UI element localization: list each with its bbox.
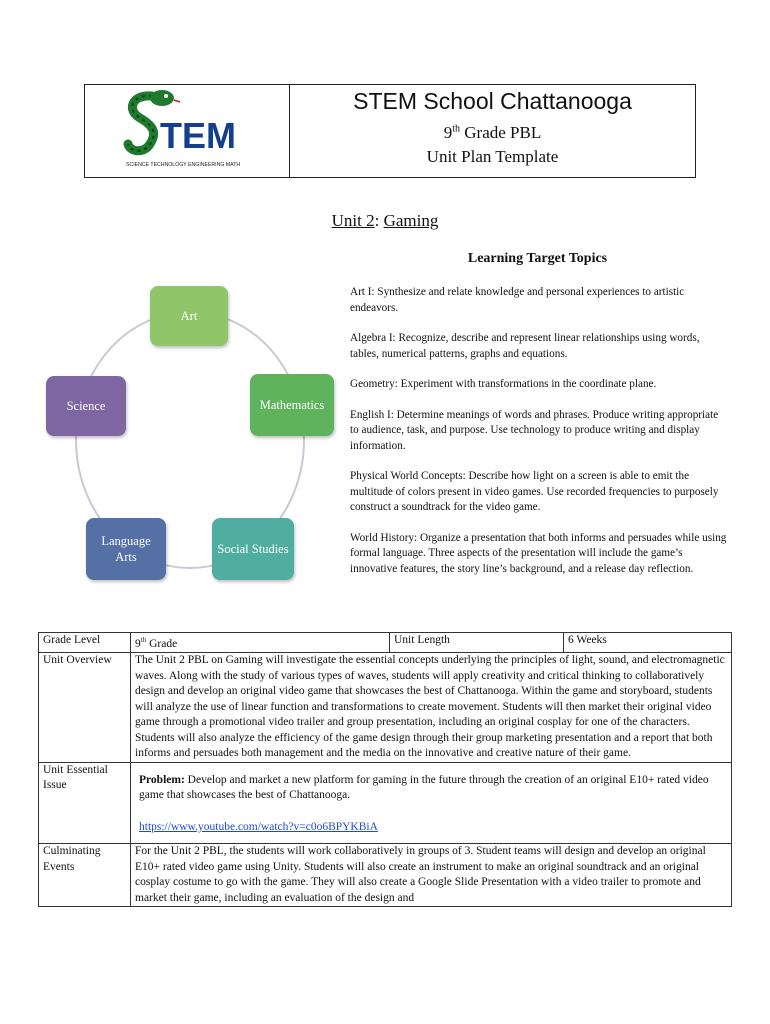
subject-cycle-diagram xyxy=(40,280,340,590)
node-science: Science xyxy=(46,376,126,436)
node-social-studies: Social Studies xyxy=(212,518,294,580)
unit-plan-table xyxy=(38,632,732,907)
problem-statement: Problem: Develop and market a new platform for gaming in the future through the creation of an original E10+ rated video game that showcases the best of Chattanooga. xyxy=(139,773,709,802)
table-row xyxy=(39,844,732,907)
culminating-events-label: Culminating Events xyxy=(39,844,131,907)
unit-overview-label: Unit Overview xyxy=(39,653,131,763)
table-row xyxy=(39,653,732,763)
youtube-link[interactable]: https://www.youtube.com/watch?v=c0o6BPYKBiA xyxy=(139,820,378,833)
unit-title: Unit 2: Gaming xyxy=(331,211,439,230)
school-logo xyxy=(122,88,252,170)
culminating-events-text: For the Unit 2 PBL, the students will work collaboratively in groups of 3. Student teams will design and develop an original E10+ rated video game using Unity. Students will also create an instrument to make an original soundtrack and an original cosplay costume to go with the game. They will also create a Google Slide Presentation with a video trailer to promote and market their game, including an evaluation of the design and xyxy=(131,844,732,907)
school-name: STEM School Chattanooga xyxy=(353,88,632,114)
learning-target-geometry: Geometry: Experiment with transformations in the coordinate plane. xyxy=(350,378,657,390)
grade-level-label: Grade Level xyxy=(39,633,131,653)
learning-target-physical-world: Physical World Concepts: Describe how light on a screen is able to emit the multitude of colors present in video games. Use recorded frequencies to purposely construct a soundtrack for the video game. xyxy=(350,470,719,513)
node-language-arts: Language Arts xyxy=(86,518,166,580)
learning-target-art: Art I: Synthesize and relate knowledge and personal experiences to artistic endeavors. xyxy=(350,286,685,314)
learning-target-algebra: Algebra I: Recognize, describe and represent linear relationships using words, tables, numerical patterns, graphs and equations. xyxy=(350,332,700,360)
grade-line: 9th Grade PBL xyxy=(443,123,542,142)
unit-length-value: 6 Weeks xyxy=(564,633,732,653)
learning-target-world-history: World History: Organize a presentation that both informs and persuades while using formal language. Three aspects of the presentation will include the game’s innovative features, the story line’s background, and a release day reflection. xyxy=(350,531,727,575)
template-title: Unit Plan Template xyxy=(426,147,559,166)
learning-targets-heading: Learning Target Topics xyxy=(467,251,608,266)
learning-targets-list xyxy=(350,285,728,592)
grade-level-value: 9th Grade xyxy=(131,633,390,653)
table-row xyxy=(39,633,732,653)
unit-overview-text: The Unit 2 PBL on Gaming will investigate the essential concepts underlying the principles of light, sound, and electromagnetic waves. Along with the study of various types of waves, students will apply creativity and critical thinking to collaboratively design and develop an original video game that showcases the best of Chattanooga. Within the game and storyboard, students will analyze the use of linear function and transformations to create movement. Students will then market their original video game through a promotional video trailer and group presentation, including an original cosplay for one of the characters. Students will also analyze the efficiency of the game design through their group marketing presentation and a report that both informs and persuades both management and the media on the innovative and creative nature of their game. xyxy=(131,653,732,763)
node-mathematics: Mathematics xyxy=(250,374,334,436)
unit-length-label: Unit Length xyxy=(390,633,564,653)
essential-issue-label: Unit Essential Issue xyxy=(39,762,131,844)
table-row xyxy=(39,762,732,844)
node-art: Art xyxy=(150,286,228,346)
snake-logo-icon xyxy=(122,88,252,170)
essential-issue-cell xyxy=(131,762,732,844)
svg-text:SCIENCE TECHNOLOGY ENGINEERING: SCIENCE TECHNOLOGY ENGINEERING MATH xyxy=(126,162,241,168)
svg-text:TEM: TEM xyxy=(160,115,236,156)
learning-target-english: English I: Determine meanings of words and phrases. Produce writing appropriate to audience, task, and purpose. Use technology to produce writing and display information. xyxy=(350,408,719,452)
